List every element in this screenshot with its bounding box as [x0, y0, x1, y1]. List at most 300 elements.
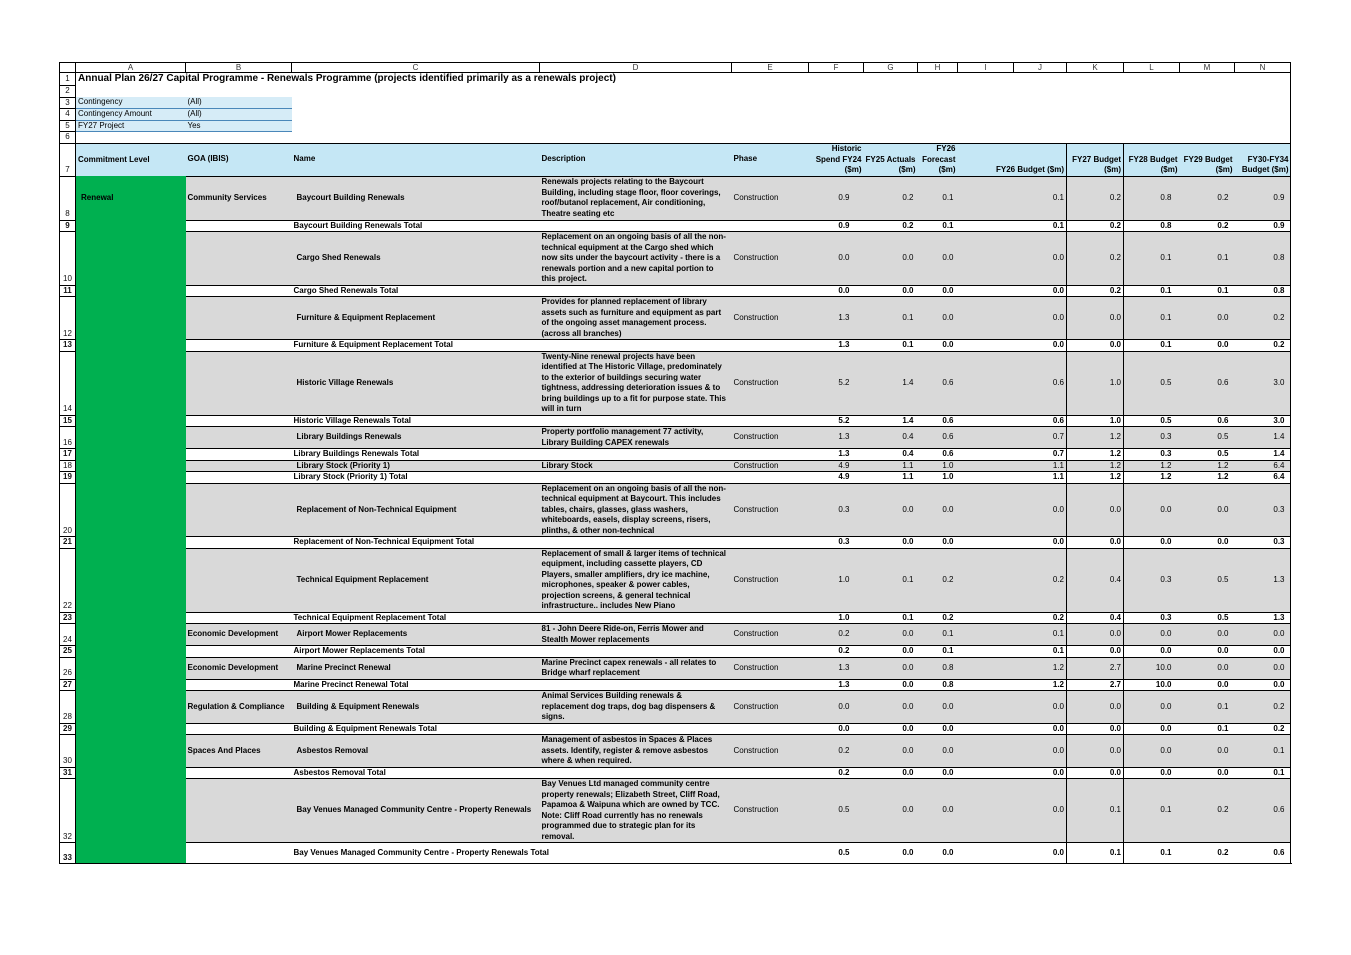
fy26-budget-cell[interactable]: 0.0	[958, 537, 1067, 549]
fy29-cell[interactable]: 0.5	[1180, 427, 1235, 449]
fy28-cell[interactable]: 0.1	[1124, 285, 1180, 297]
fy27-cell[interactable]: 0.0	[1067, 624, 1124, 646]
corner-cell[interactable]	[60, 63, 76, 73]
fy29-cell[interactable]: 0.2	[1180, 220, 1235, 232]
historic-cell[interactable]: 1.3	[809, 297, 864, 340]
fy27-cell[interactable]: 0.0	[1067, 767, 1124, 779]
fy28-cell[interactable]: 0.0	[1124, 483, 1180, 537]
fy30-34-cell[interactable]: 0.0	[1235, 624, 1291, 646]
fy26-forecast-cell[interactable]: 0.6	[918, 351, 958, 415]
fy29-cell[interactable]: 0.2	[1180, 176, 1235, 220]
goa-cell[interactable]	[186, 612, 292, 624]
description-cell[interactable]: Replacement on an ongoing basis of all the non-technical equipment at Baycourt. This includes tables, chairs, glasses, glass washers, whiteboards, easels, display screens, risers, plinths, & other non-technical	[540, 483, 732, 537]
fy30-34-cell[interactable]: 0.6	[1235, 779, 1291, 843]
commitment-level-cell[interactable]	[76, 657, 186, 679]
fy30-34-cell[interactable]: 0.0	[1235, 679, 1291, 691]
historic-cell[interactable]: 4.9	[809, 472, 864, 484]
historic-cell[interactable]: 1.3	[809, 427, 864, 449]
column-header[interactable]: E	[732, 63, 809, 73]
historic-cell[interactable]: 1.3	[809, 679, 864, 691]
fy29-cell[interactable]: 0.0	[1180, 483, 1235, 537]
historic-cell[interactable]: 0.5	[809, 779, 864, 843]
fy26-budget-cell[interactable]: 0.6	[958, 415, 1067, 427]
fy28-cell[interactable]: 0.0	[1124, 735, 1180, 768]
goa-cell[interactable]	[186, 767, 292, 779]
fy27-cell[interactable]: 0.4	[1067, 548, 1124, 612]
fy28-cell[interactable]: 0.5	[1124, 415, 1180, 427]
project-name-cell[interactable]: Building & Equipment Renewals	[292, 691, 540, 724]
fy26-forecast-cell[interactable]: 0.0	[918, 691, 958, 724]
fy29-cell[interactable]: 0.0	[1180, 624, 1235, 646]
fy27-cell[interactable]: 0.2	[1067, 232, 1124, 286]
fy27-cell[interactable]: 0.0	[1067, 735, 1124, 768]
historic-cell[interactable]: 1.3	[809, 340, 864, 352]
goa-cell[interactable]	[186, 351, 292, 415]
fy29-cell[interactable]: 0.0	[1180, 646, 1235, 658]
commitment-level-cell[interactable]	[76, 691, 186, 724]
goa-cell[interactable]	[186, 723, 292, 735]
fy25-cell[interactable]: 1.4	[864, 415, 918, 427]
fy25-cell[interactable]: 0.1	[864, 548, 918, 612]
fy25-cell[interactable]: 0.0	[864, 646, 918, 658]
description-cell[interactable]: Animal Services Building renewals & replacement dog traps, dog bag dispensers & signs.	[540, 691, 732, 724]
commitment-level-cell[interactable]	[76, 537, 186, 549]
description-cell[interactable]: Provides for planned replacement of library assets such as furniture and equipment as part of the ongoing asset management process. (across all branches)	[540, 297, 732, 340]
fy30-34-cell[interactable]: 0.1	[1235, 735, 1291, 768]
commitment-level-cell[interactable]	[76, 483, 186, 537]
fy28-cell[interactable]: 0.1	[1124, 297, 1180, 340]
fy30-34-cell[interactable]: 3.0	[1235, 415, 1291, 427]
fy27-cell[interactable]: 0.4	[1067, 612, 1124, 624]
fy29-cell[interactable]: 0.0	[1180, 297, 1235, 340]
fy30-34-cell[interactable]: 6.4	[1235, 460, 1291, 472]
total-name-cell[interactable]: Technical Equipment Replacement Total	[292, 612, 809, 624]
row-number[interactable]: 31	[60, 767, 76, 779]
row-number[interactable]: 9	[60, 220, 76, 232]
phase-cell[interactable]: Construction	[732, 691, 809, 724]
fy27-cell[interactable]: 2.7	[1067, 657, 1124, 679]
row-number[interactable]: 16	[60, 427, 76, 449]
fy30-34-cell[interactable]: 0.6	[1235, 843, 1291, 864]
total-name-cell[interactable]: Airport Mower Replacements Total	[292, 646, 809, 658]
fy30-34-cell[interactable]: 3.0	[1235, 351, 1291, 415]
historic-cell[interactable]: 1.0	[809, 612, 864, 624]
fy26-forecast-cell[interactable]: 0.0	[918, 340, 958, 352]
phase-cell[interactable]: Construction	[732, 548, 809, 612]
fy27-cell[interactable]: 0.0	[1067, 646, 1124, 658]
commitment-level-cell[interactable]	[76, 612, 186, 624]
historic-cell[interactable]: 5.2	[809, 351, 864, 415]
fy28-cell[interactable]: 0.5	[1124, 351, 1180, 415]
row-number[interactable]: 13	[60, 340, 76, 352]
fy29-cell[interactable]: 0.5	[1180, 548, 1235, 612]
fy26-budget-cell[interactable]: 0.0	[958, 767, 1067, 779]
goa-cell[interactable]: Spaces And Places	[186, 735, 292, 768]
commitment-level-cell[interactable]	[76, 779, 186, 843]
goa-cell[interactable]	[186, 220, 292, 232]
row-number[interactable]: 21	[60, 537, 76, 549]
row-number[interactable]: 15	[60, 415, 76, 427]
goa-cell[interactable]	[186, 548, 292, 612]
fy28-cell[interactable]: 1.2	[1124, 460, 1180, 472]
fy26-budget-cell[interactable]: 0.2	[958, 612, 1067, 624]
historic-cell[interactable]: 0.9	[809, 220, 864, 232]
goa-cell[interactable]: Community Services	[186, 176, 292, 220]
commitment-level-cell[interactable]	[76, 624, 186, 646]
fy27-cell[interactable]: 0.0	[1067, 483, 1124, 537]
row-number[interactable]: 20	[60, 483, 76, 537]
column-header[interactable]: F	[809, 63, 864, 73]
phase-cell[interactable]: Construction	[732, 735, 809, 768]
commitment-level-cell[interactable]	[76, 220, 186, 232]
fy26-budget-cell[interactable]: 0.0	[958, 483, 1067, 537]
filter-value[interactable]: (All)	[186, 97, 292, 109]
fy30-34-cell[interactable]: 1.3	[1235, 612, 1291, 624]
fy28-cell[interactable]: 0.0	[1124, 767, 1180, 779]
fy29-cell[interactable]: 0.6	[1180, 351, 1235, 415]
fy29-cell[interactable]: 1.2	[1180, 472, 1235, 484]
historic-cell[interactable]: 1.3	[809, 449, 864, 461]
column-header[interactable]: C	[292, 63, 540, 73]
goa-cell[interactable]	[186, 449, 292, 461]
fy28-cell[interactable]: 0.0	[1124, 646, 1180, 658]
description-cell[interactable]: Replacement of small & larger items of technical equipment, including cassette players, CD Players, smaller amplifiers, dry ice machine, microphones, speaker & power cables, projection screens, & general technical infrastructure.. includes New Piano	[540, 548, 732, 612]
fy26-forecast-cell[interactable]: 0.0	[918, 483, 958, 537]
description-cell[interactable]: 81 - John Deere Ride-on, Ferris Mower and Stealth Mower replacements	[540, 624, 732, 646]
fy29-cell[interactable]: 0.5	[1180, 612, 1235, 624]
fy26-budget-cell[interactable]: 0.0	[958, 723, 1067, 735]
fy28-cell[interactable]: 0.1	[1124, 843, 1180, 864]
fy27-cell[interactable]: 1.2	[1067, 460, 1124, 472]
commitment-level-cell[interactable]	[76, 723, 186, 735]
commitment-level-cell[interactable]: Renewal	[76, 176, 186, 220]
fy30-34-cell[interactable]: 1.3	[1235, 548, 1291, 612]
row-number[interactable]: 33	[60, 843, 76, 864]
fy30-34-cell[interactable]: 0.9	[1235, 176, 1291, 220]
project-name-cell[interactable]: Marine Precinct Renewal	[292, 657, 540, 679]
filter-value[interactable]: Yes	[186, 120, 292, 132]
fy30-34-cell[interactable]: 0.8	[1235, 232, 1291, 286]
fy27-cell[interactable]: 0.0	[1067, 723, 1124, 735]
commitment-level-cell[interactable]	[76, 679, 186, 691]
fy29-cell[interactable]: 0.6	[1180, 415, 1235, 427]
row-number[interactable]: 30	[60, 735, 76, 768]
commitment-level-cell[interactable]	[76, 548, 186, 612]
column-header[interactable]: B	[186, 63, 292, 73]
fy26-budget-cell[interactable]: 0.0	[958, 285, 1067, 297]
phase-cell[interactable]: Construction	[732, 176, 809, 220]
fy25-cell[interactable]: 0.4	[864, 427, 918, 449]
fy27-cell[interactable]: 0.0	[1067, 537, 1124, 549]
commitment-level-cell[interactable]	[76, 472, 186, 484]
project-name-cell[interactable]: Furniture & Equipment Replacement	[292, 297, 540, 340]
row-number[interactable]: 27	[60, 679, 76, 691]
fy29-cell[interactable]: 0.2	[1180, 779, 1235, 843]
fy25-cell[interactable]: 0.0	[864, 767, 918, 779]
row-number[interactable]: 32	[60, 779, 76, 843]
total-name-cell[interactable]: Cargo Shed Renewals Total	[292, 285, 809, 297]
fy28-cell[interactable]: 0.0	[1124, 624, 1180, 646]
row-number[interactable]: 5	[60, 120, 76, 132]
column-header[interactable]: K	[1067, 63, 1124, 73]
total-name-cell[interactable]: Marine Precinct Renewal Total	[292, 679, 809, 691]
historic-cell[interactable]: 0.0	[809, 232, 864, 286]
column-header[interactable]: M	[1180, 63, 1235, 73]
fy26-budget-cell[interactable]: 1.2	[958, 657, 1067, 679]
fy26-forecast-cell[interactable]: 0.0	[918, 723, 958, 735]
fy30-34-cell[interactable]: 0.3	[1235, 483, 1291, 537]
fy27-cell[interactable]: 1.2	[1067, 472, 1124, 484]
phase-cell[interactable]: Construction	[732, 779, 809, 843]
fy25-cell[interactable]: 0.0	[864, 735, 918, 768]
historic-cell[interactable]: 4.9	[809, 460, 864, 472]
fy25-cell[interactable]: 0.1	[864, 340, 918, 352]
fy25-cell[interactable]: 1.1	[864, 460, 918, 472]
goa-cell[interactable]	[186, 537, 292, 549]
fy26-budget-cell[interactable]: 0.7	[958, 449, 1067, 461]
fy26-budget-cell[interactable]: 0.6	[958, 351, 1067, 415]
fy30-34-cell[interactable]: 0.1	[1235, 767, 1291, 779]
fy29-cell[interactable]: 0.0	[1180, 735, 1235, 768]
fy29-cell[interactable]: 0.0	[1180, 537, 1235, 549]
fy29-cell[interactable]: 0.0	[1180, 767, 1235, 779]
fy29-cell[interactable]: 0.0	[1180, 340, 1235, 352]
column-header[interactable]: H	[918, 63, 958, 73]
fy26-budget-cell[interactable]: 0.0	[958, 691, 1067, 724]
description-cell[interactable]: Management of asbestos in Spaces & Places assets. Identify, register & remove asbestos where & when required.	[540, 735, 732, 768]
fy28-cell[interactable]: 0.0	[1124, 691, 1180, 724]
goa-cell[interactable]	[186, 460, 292, 472]
fy27-cell[interactable]: 0.1	[1067, 843, 1124, 864]
total-name-cell[interactable]: Library Stock (Priority 1) Total	[292, 472, 809, 484]
fy25-cell[interactable]: 0.0	[864, 483, 918, 537]
goa-cell[interactable]	[186, 843, 292, 864]
row-number[interactable]: 2	[60, 86, 76, 98]
row-number[interactable]: 17	[60, 449, 76, 461]
project-name-cell[interactable]: Baycourt Building Renewals	[292, 176, 540, 220]
total-name-cell[interactable]: Replacement of Non-Technical Equipment Total	[292, 537, 809, 549]
fy25-cell[interactable]: 0.0	[864, 624, 918, 646]
goa-cell[interactable]	[186, 340, 292, 352]
fy26-forecast-cell[interactable]: 0.0	[918, 285, 958, 297]
commitment-level-cell[interactable]	[76, 427, 186, 449]
goa-cell[interactable]	[186, 232, 292, 286]
historic-cell[interactable]: 0.5	[809, 843, 864, 864]
project-name-cell[interactable]: Asbestos Removal	[292, 735, 540, 768]
fy27-cell[interactable]: 0.0	[1067, 297, 1124, 340]
goa-cell[interactable]	[186, 483, 292, 537]
phase-cell[interactable]: Construction	[732, 657, 809, 679]
fy26-forecast-cell[interactable]: 0.6	[918, 415, 958, 427]
fy25-cell[interactable]: 0.0	[864, 657, 918, 679]
column-header[interactable]: L	[1124, 63, 1180, 73]
fy27-cell[interactable]: 0.0	[1067, 340, 1124, 352]
fy30-34-cell[interactable]: 0.2	[1235, 340, 1291, 352]
fy26-forecast-cell[interactable]: 0.0	[918, 843, 958, 864]
description-cell[interactable]: Renewals projects relating to the Baycourt Building, including stage floor, floor coverings, roof/butanol replacement, Air conditioning, Theatre seating etc	[540, 176, 732, 220]
fy30-34-cell[interactable]: 1.4	[1235, 449, 1291, 461]
column-header[interactable]: D	[540, 63, 732, 73]
fy25-cell[interactable]: 0.4	[864, 449, 918, 461]
fy26-budget-cell[interactable]: 0.7	[958, 427, 1067, 449]
row-number[interactable]: 6	[60, 132, 76, 144]
historic-cell[interactable]: 1.3	[809, 657, 864, 679]
fy27-cell[interactable]: 0.2	[1067, 285, 1124, 297]
fy30-34-cell[interactable]: 0.0	[1235, 657, 1291, 679]
total-name-cell[interactable]: Bay Venues Managed Community Centre - Property Renewals Total	[292, 843, 809, 864]
fy28-cell[interactable]: 0.1	[1124, 779, 1180, 843]
row-number[interactable]: 14	[60, 351, 76, 415]
fy25-cell[interactable]: 0.0	[864, 691, 918, 724]
project-name-cell[interactable]: Library Buildings Renewals	[292, 427, 540, 449]
fy28-cell[interactable]: 0.1	[1124, 340, 1180, 352]
fy26-forecast-cell[interactable]: 0.0	[918, 735, 958, 768]
fy28-cell[interactable]: 0.3	[1124, 427, 1180, 449]
fy26-forecast-cell[interactable]: 0.0	[918, 232, 958, 286]
fy28-cell[interactable]: 0.8	[1124, 220, 1180, 232]
phase-cell[interactable]: Construction	[732, 460, 809, 472]
fy25-cell[interactable]: 0.0	[864, 285, 918, 297]
fy25-cell[interactable]: 0.0	[864, 723, 918, 735]
goa-cell[interactable]: Regulation & Compliance	[186, 691, 292, 724]
fy29-cell[interactable]: 0.1	[1180, 285, 1235, 297]
project-name-cell[interactable]: Historic Village Renewals	[292, 351, 540, 415]
phase-cell[interactable]: Construction	[732, 624, 809, 646]
row-number[interactable]: 11	[60, 285, 76, 297]
fy26-forecast-cell[interactable]: 0.6	[918, 427, 958, 449]
fy30-34-cell[interactable]: 0.2	[1235, 297, 1291, 340]
row-number[interactable]: 26	[60, 657, 76, 679]
fy26-budget-cell[interactable]: 0.1	[958, 624, 1067, 646]
row-number[interactable]: 29	[60, 723, 76, 735]
fy29-cell[interactable]: 0.1	[1180, 723, 1235, 735]
row-number[interactable]: 7	[60, 143, 76, 176]
fy26-budget-cell[interactable]: 0.1	[958, 220, 1067, 232]
fy28-cell[interactable]: 0.8	[1124, 176, 1180, 220]
row-number[interactable]: 1	[60, 73, 76, 86]
row-number[interactable]: 22	[60, 548, 76, 612]
fy26-forecast-cell[interactable]: 0.1	[918, 176, 958, 220]
project-name-cell[interactable]: Replacement of Non-Technical Equipment	[292, 483, 540, 537]
fy25-cell[interactable]: 0.0	[864, 843, 918, 864]
commitment-level-cell[interactable]	[76, 351, 186, 415]
fy26-forecast-cell[interactable]: 0.2	[918, 612, 958, 624]
fy29-cell[interactable]: 0.1	[1180, 691, 1235, 724]
project-name-cell[interactable]: Bay Venues Managed Community Centre - Property Renewals	[292, 779, 540, 843]
fy26-budget-cell[interactable]: 0.0	[958, 779, 1067, 843]
row-number[interactable]: 3	[60, 97, 76, 109]
column-header[interactable]: A	[76, 63, 186, 73]
fy27-cell[interactable]: 1.0	[1067, 351, 1124, 415]
fy25-cell[interactable]: 1.1	[864, 472, 918, 484]
project-name-cell[interactable]: Cargo Shed Renewals	[292, 232, 540, 286]
fy25-cell[interactable]: 0.2	[864, 176, 918, 220]
description-cell[interactable]: Library Stock	[540, 460, 732, 472]
fy26-forecast-cell[interactable]: 0.8	[918, 679, 958, 691]
fy30-34-cell[interactable]: 0.0	[1235, 646, 1291, 658]
fy25-cell[interactable]: 0.1	[864, 297, 918, 340]
historic-cell[interactable]: 0.3	[809, 537, 864, 549]
goa-cell[interactable]	[186, 646, 292, 658]
total-name-cell[interactable]: Library Buildings Renewals Total	[292, 449, 809, 461]
historic-cell[interactable]: 0.0	[809, 723, 864, 735]
row-number[interactable]: 28	[60, 691, 76, 724]
fy27-cell[interactable]: 0.2	[1067, 220, 1124, 232]
fy26-budget-cell[interactable]: 0.0	[958, 735, 1067, 768]
commitment-level-cell[interactable]	[76, 449, 186, 461]
fy30-34-cell[interactable]: 0.3	[1235, 537, 1291, 549]
fy26-forecast-cell[interactable]: 0.8	[918, 657, 958, 679]
fy26-budget-cell[interactable]: 0.0	[958, 232, 1067, 286]
goa-cell[interactable]	[186, 679, 292, 691]
fy28-cell[interactable]: 10.0	[1124, 657, 1180, 679]
fy25-cell[interactable]: 0.0	[864, 537, 918, 549]
total-name-cell[interactable]: Historic Village Renewals Total	[292, 415, 809, 427]
historic-cell[interactable]: 5.2	[809, 415, 864, 427]
fy25-cell[interactable]: 0.0	[864, 232, 918, 286]
fy26-forecast-cell[interactable]: 0.1	[918, 646, 958, 658]
historic-cell[interactable]: 0.2	[809, 767, 864, 779]
fy30-34-cell[interactable]: 0.8	[1235, 285, 1291, 297]
fy26-budget-cell[interactable]: 0.0	[958, 297, 1067, 340]
fy26-forecast-cell[interactable]: 0.6	[918, 449, 958, 461]
description-cell[interactable]: Twenty-Nine renewal projects have been identified at The Historic Village, predominately to the exterior of buildings securing water tightness, addressing deterioration issues & to bring buildings up to a fit for purpose state. This will in turn	[540, 351, 732, 415]
commitment-level-cell[interactable]	[76, 415, 186, 427]
fy27-cell[interactable]: 1.2	[1067, 427, 1124, 449]
description-cell[interactable]: Bay Venues Ltd managed community centre property renewals; Elizabeth Street, Cliff Road, Papamoa & Waipuna which are owned by TCC. Note: Cliff Road currently has no renewals programmed due to strategic plan for its removal.	[540, 779, 732, 843]
fy26-budget-cell[interactable]: 0.0	[958, 340, 1067, 352]
goa-cell[interactable]	[186, 285, 292, 297]
fy30-34-cell[interactable]: 6.4	[1235, 472, 1291, 484]
commitment-level-cell[interactable]	[76, 646, 186, 658]
fy26-forecast-cell[interactable]: 1.0	[918, 472, 958, 484]
fy30-34-cell[interactable]: 0.2	[1235, 723, 1291, 735]
fy30-34-cell[interactable]: 0.9	[1235, 220, 1291, 232]
fy26-forecast-cell[interactable]: 0.0	[918, 537, 958, 549]
description-cell[interactable]: Marine Precinct capex renewals - all relates to Bridge wharf replacement	[540, 657, 732, 679]
historic-cell[interactable]: 1.0	[809, 548, 864, 612]
project-name-cell[interactable]: Library Stock (Priority 1)	[292, 460, 540, 472]
commitment-level-cell[interactable]	[76, 340, 186, 352]
column-header[interactable]: J	[1014, 63, 1067, 73]
row-number[interactable]: 25	[60, 646, 76, 658]
row-number[interactable]: 4	[60, 109, 76, 121]
phase-cell[interactable]: Construction	[732, 297, 809, 340]
fy25-cell[interactable]: 0.0	[864, 679, 918, 691]
fy28-cell[interactable]: 0.0	[1124, 723, 1180, 735]
commitment-level-cell[interactable]	[76, 843, 186, 864]
historic-cell[interactable]: 0.2	[809, 735, 864, 768]
row-number[interactable]: 24	[60, 624, 76, 646]
historic-cell[interactable]: 0.0	[809, 285, 864, 297]
fy28-cell[interactable]: 0.0	[1124, 537, 1180, 549]
fy28-cell[interactable]: 0.3	[1124, 449, 1180, 461]
total-name-cell[interactable]: Furniture & Equipment Replacement Total	[292, 340, 809, 352]
fy26-forecast-cell[interactable]: 0.0	[918, 779, 958, 843]
fy25-cell[interactable]: 0.0	[864, 779, 918, 843]
fy27-cell[interactable]: 0.2	[1067, 176, 1124, 220]
phase-cell[interactable]: Construction	[732, 483, 809, 537]
goa-cell[interactable]	[186, 779, 292, 843]
historic-cell[interactable]: 0.9	[809, 176, 864, 220]
fy26-budget-cell[interactable]: 1.1	[958, 460, 1067, 472]
total-name-cell[interactable]: Asbestos Removal Total	[292, 767, 809, 779]
commitment-level-cell[interactable]	[76, 232, 186, 286]
fy29-cell[interactable]: 0.2	[1180, 843, 1235, 864]
fy28-cell[interactable]: 0.3	[1124, 548, 1180, 612]
row-number[interactable]: 18	[60, 460, 76, 472]
fy30-34-cell[interactable]: 1.4	[1235, 427, 1291, 449]
